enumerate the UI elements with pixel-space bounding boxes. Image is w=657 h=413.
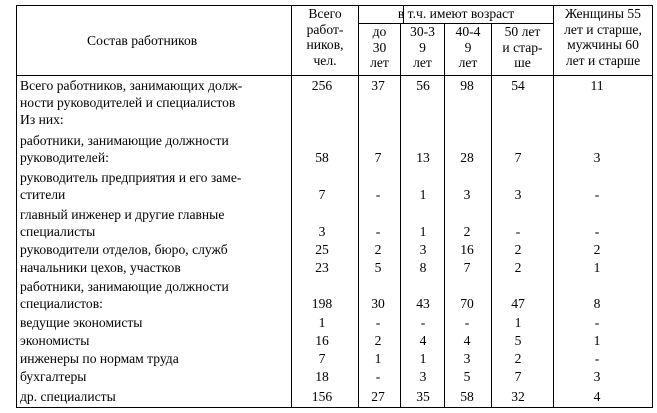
cell-value: 35	[416, 389, 430, 404]
cell-value: 4	[463, 333, 471, 348]
table-left-border	[16, 5, 17, 408]
cell-value: 98	[460, 78, 474, 93]
cell-value: 2	[374, 333, 382, 348]
cell-value: -	[594, 187, 600, 202]
cell-value: 23	[315, 260, 329, 275]
cell-value: 8	[593, 296, 601, 311]
cell-value: 3	[463, 351, 471, 366]
cell-value: 198	[311, 296, 333, 311]
cell-value: 2	[374, 242, 382, 257]
row-label-economists: экономисты	[20, 333, 90, 348]
cell-value: 1	[419, 224, 427, 239]
cell-value: 25	[315, 242, 329, 257]
header-age-40-49: 40-4 9 лет	[455, 24, 481, 70]
row-label-chief-eng-line1: главный инженер и другие главные	[20, 207, 225, 222]
cell-value: 7	[514, 150, 522, 165]
cell-value: 16	[460, 242, 474, 257]
cell-value: 16	[315, 333, 329, 348]
row-label-specialists-line2: специалистов:	[20, 296, 103, 311]
row-label-accountants: бухгалтеры	[20, 369, 87, 384]
cell-value: 13	[416, 150, 430, 165]
cell-value: 1	[318, 315, 326, 330]
header-pension-age: Женщины 55 лет и старше, мужчины 60 лет и старше	[564, 6, 642, 68]
cell-value: 1	[514, 315, 522, 330]
cell-value: 1	[419, 351, 427, 366]
col-divider-50plus	[491, 23, 492, 408]
row-label-labor-engineers: инженеры по нормам труда	[20, 351, 179, 366]
col-divider-30-39	[400, 23, 401, 408]
cell-value: 30	[371, 296, 385, 311]
row-label-other-specialists: др. специалисты	[20, 389, 116, 404]
cell-value: -	[375, 187, 381, 202]
cell-value: 47	[511, 296, 525, 311]
cell-value: 7	[463, 260, 471, 275]
cell-value: 2	[514, 242, 522, 257]
cell-value: 5	[463, 369, 471, 384]
cell-value: -	[375, 369, 381, 384]
row-label-shop-heads: начальники цехов, участков	[20, 260, 181, 275]
cell-value: 11	[590, 78, 604, 93]
row-label-lead-economists: ведущие экономисты	[20, 315, 143, 330]
header-bottom-border	[16, 75, 653, 76]
cell-value: 5	[514, 333, 522, 348]
cell-value: 4	[593, 389, 601, 404]
cell-value: 7	[318, 351, 326, 366]
cell-value: 7	[514, 369, 522, 384]
cell-value: -	[594, 224, 600, 239]
header-age-30-39: 30-3 9 лет	[410, 24, 435, 70]
cell-value: -	[594, 315, 600, 330]
cell-value: 7	[318, 187, 326, 202]
header-age-50-plus: 50 лет и стар- ше	[502, 24, 543, 70]
row-label-managers-line1: работники, занимающие должности	[20, 133, 229, 148]
cell-value: 1	[374, 351, 382, 366]
cell-value: 70	[460, 296, 474, 311]
cell-value: 3	[593, 150, 601, 165]
cell-value: 3	[419, 242, 427, 257]
cell-value: 1	[593, 333, 601, 348]
table-right-border	[652, 5, 653, 408]
cell-value: 2	[463, 224, 471, 239]
cell-value: 8	[419, 260, 427, 275]
cell-value: 1	[593, 260, 601, 275]
cell-value: 3	[463, 187, 471, 202]
header-age-under-30: до 30 лет	[370, 24, 389, 70]
row-label-all-line2: ности руководителей и специалистов	[20, 95, 236, 110]
header-total: Всего работ- ников, чел.	[306, 6, 344, 68]
cell-value: 54	[511, 78, 525, 93]
row-label-director-line2: стители	[20, 187, 66, 202]
cell-value: 3	[318, 224, 326, 239]
cell-value: 156	[311, 389, 333, 404]
row-label-of-them: Из них:	[20, 112, 64, 127]
cell-value: 1	[419, 187, 427, 202]
cell-value: 7	[374, 150, 382, 165]
cell-value: -	[594, 351, 600, 366]
cell-value: 43	[416, 296, 430, 311]
cell-value: 58	[315, 150, 329, 165]
header-composition: Состав работников	[87, 33, 198, 48]
row-label-specialists-line1: работники, занимающие должности	[20, 279, 229, 294]
cell-value: 5	[374, 260, 382, 275]
cell-value: -	[515, 224, 521, 239]
row-label-chief-eng-line2: специалисты	[20, 224, 96, 239]
header-age-group: в т.ч. имеют возраст	[397, 6, 515, 21]
cell-value: 28	[460, 150, 474, 165]
cell-value: -	[464, 315, 470, 330]
row-label-dept-heads: руководители отделов, бюро, служб	[20, 242, 228, 257]
cell-value: 58	[460, 389, 474, 404]
row-label-managers-line2: руководителей:	[20, 150, 109, 165]
cell-value: 2	[514, 351, 522, 366]
col-divider-40-49	[444, 23, 445, 408]
cell-value: 56	[416, 78, 430, 93]
cell-value: 37	[371, 78, 385, 93]
cell-value: 256	[311, 78, 333, 93]
row-label-all-line1: Всего работников, занимающих долж-	[20, 78, 243, 93]
cell-value: 3	[419, 369, 427, 384]
cell-value: 3	[593, 369, 601, 384]
cell-value: -	[375, 224, 381, 239]
cell-value: -	[375, 315, 381, 330]
cell-value: 2	[593, 242, 601, 257]
cell-value: 2	[514, 260, 522, 275]
cell-value: -	[420, 315, 426, 330]
cell-value: 3	[514, 187, 522, 202]
cell-value: 18	[315, 369, 329, 384]
cell-value: 27	[371, 389, 385, 404]
cell-value: 32	[511, 389, 525, 404]
row-label-director-line1: руководитель предприятия и его заме-	[20, 170, 242, 185]
table-bottom-border	[16, 407, 653, 408]
cell-value: 4	[419, 333, 427, 348]
